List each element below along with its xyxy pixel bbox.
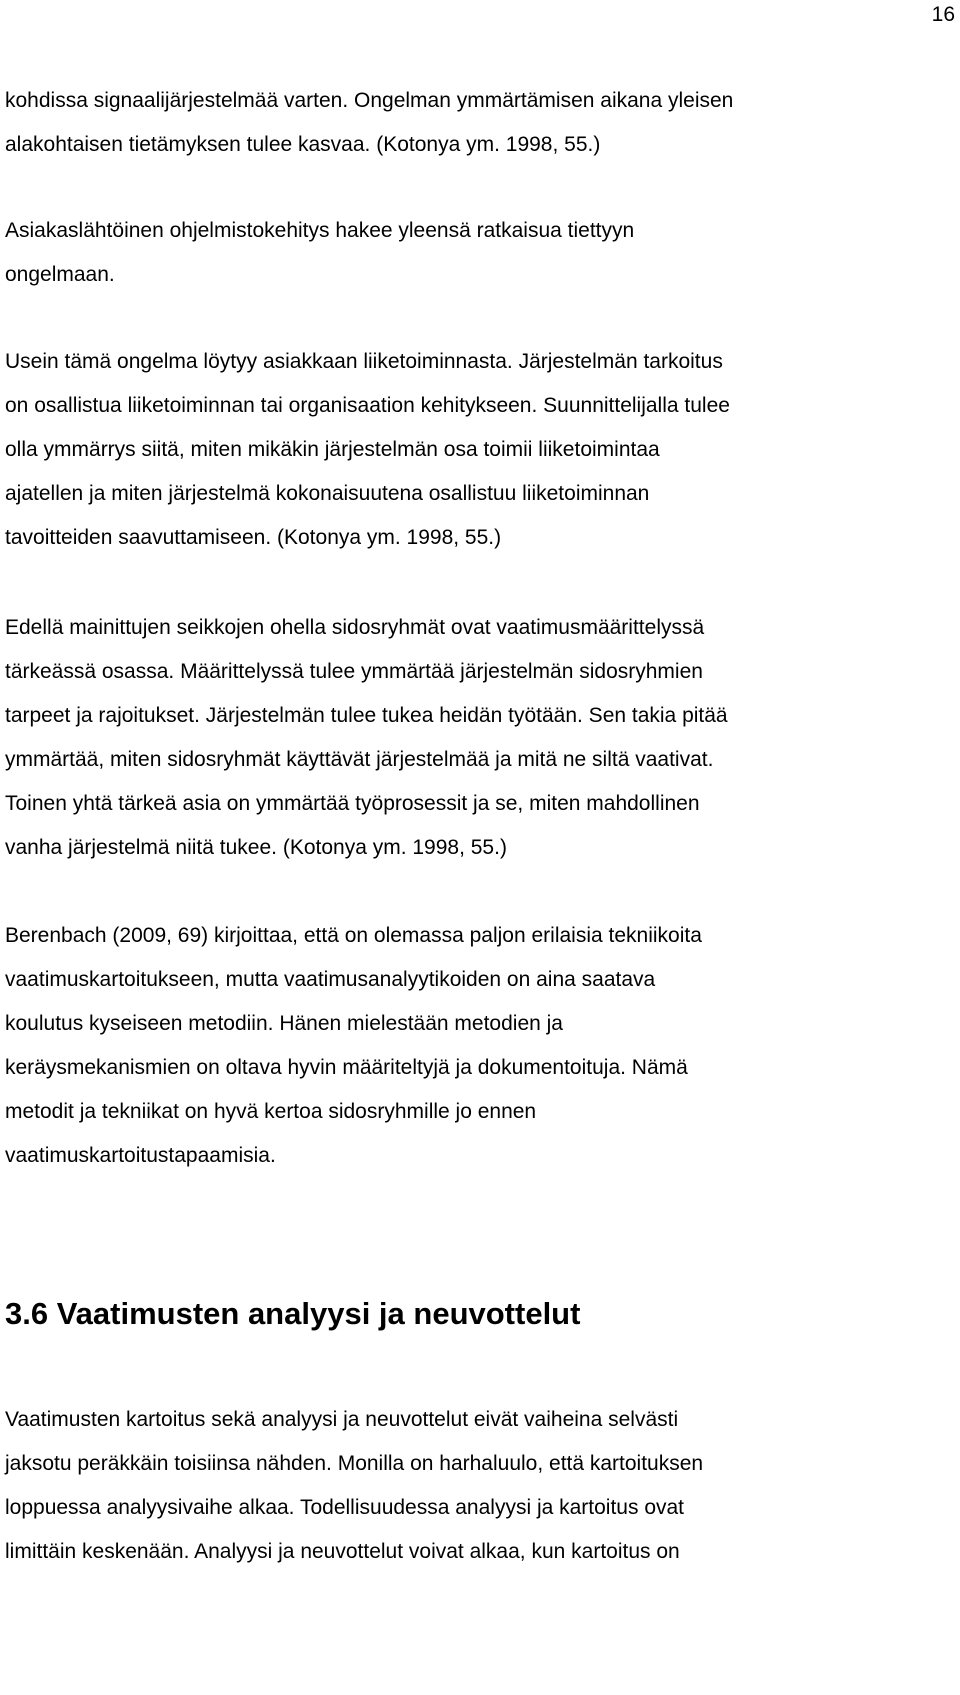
paragraph-line: tärkeässä osassa. Määrittelyssä tulee ymmärtää järjestelmän sidosryhmien: [5, 660, 703, 683]
paragraph-line: Toinen yhtä tärkeä asia on ymmärtää työprosessit ja se, miten mahdollinen: [5, 792, 700, 815]
paragraph-2: [5, 209, 937, 297]
paragraph-line: kohdissa signaalijärjestelmää varten. Ongelman ymmärtämisen aikana yleisen: [5, 89, 734, 112]
paragraph-line: alakohtaisen tietämyksen tulee kasvaa. (Kotonya ym. 1998, 55.): [5, 133, 601, 156]
paragraph-line: ongelmaan.: [5, 263, 115, 286]
section-paragraph-1: [5, 1398, 937, 1574]
paragraph-line: metodit ja tekniikat on hyvä kertoa sidosryhmille jo ennen: [5, 1100, 537, 1123]
paragraph-line: keräysmekanismien on oltava hyvin määriteltyjä ja dokumentoituja. Nämä: [5, 1056, 688, 1079]
paragraph-line: Berenbach (2009, 69) kirjoittaa, että on olemassa paljon erilaisia tekniikoita: [5, 924, 702, 947]
paragraph-line: koulutus kyseiseen metodiin. Hänen mielestään metodien ja: [5, 1012, 563, 1035]
page-number: 16: [931, 3, 955, 26]
paragraph-line: Usein tämä ongelma löytyy asiakkaan liiketoiminnasta. Järjestelmän tarkoitus: [5, 350, 723, 373]
paragraph-line: loppuessa analyysivaihe alkaa. Todellisuudessa analyysi ja kartoitus ovat: [5, 1496, 685, 1519]
paragraph-line: Asiakaslähtöinen ohjelmistokehitys hakee yleensä ratkaisua tiettyyn: [5, 219, 635, 242]
paragraph-line: vaatimuskartoitustapaamisia.: [5, 1144, 276, 1167]
paragraph-line: vanha järjestelmä niitä tukee. (Kotonya ym. 1998, 55.): [5, 836, 507, 859]
paragraph-line: jaksotu peräkkäin toisiinsa nähden. Monilla on harhaluulo, että kartoituksen: [5, 1452, 704, 1475]
paragraph-5: [5, 914, 937, 1178]
paragraph-3: [5, 340, 937, 560]
paragraph-4: [5, 606, 937, 870]
paragraph-line: Vaatimusten kartoitus sekä analyysi ja neuvottelut eivät vaiheina selvästi: [5, 1408, 679, 1431]
paragraph-line: olla ymmärrys siitä, miten mikäkin järjestelmän osa toimii liiketoimintaa: [5, 438, 660, 461]
section-heading: 3.6 Vaatimusten analyysi ja neuvottelut: [5, 1296, 581, 1331]
paragraph-line: ajatellen ja miten järjestelmä kokonaisuutena osallistuu liiketoiminnan: [5, 482, 650, 505]
paragraph-line: on osallistua liiketoiminnan tai organisaation kehitykseen. Suunnittelijalla tulee: [5, 394, 730, 417]
paragraph-line: tavoitteiden saavuttamiseen. (Kotonya ym. 1998, 55.): [5, 526, 502, 549]
paragraph-line: Edellä mainittujen seikkojen ohella sidosryhmät ovat vaatimusmäärittelyssä: [5, 616, 705, 639]
paragraph-line: vaatimuskartoitukseen, mutta vaatimusanalyytikoiden on aina saatava: [5, 968, 656, 991]
paragraph-1: [5, 79, 937, 167]
paragraph-line: ymmärtää, miten sidosryhmät käyttävät järjestelmää ja mitä ne siltä vaativat.: [5, 748, 714, 771]
paragraph-line: limittäin keskenään. Analyysi ja neuvottelut voivat alkaa, kun kartoitus on: [5, 1540, 680, 1563]
paragraph-line: tarpeet ja rajoitukset. Järjestelmän tulee tukea heidän työtään. Sen takia pitää: [5, 704, 728, 727]
